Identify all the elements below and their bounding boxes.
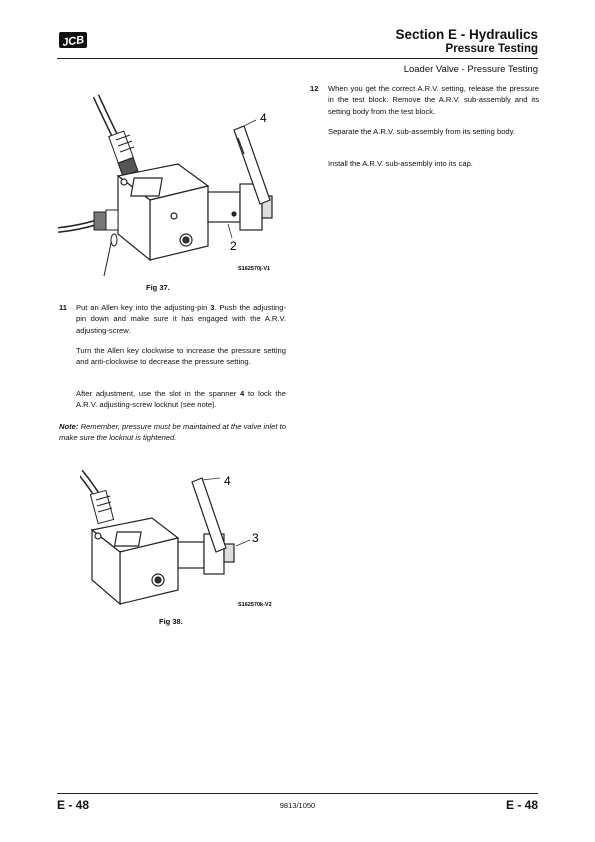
subsection-title: Pressure Testing: [445, 43, 538, 55]
step-11-paragraph-3: [76, 388, 286, 411]
fig37-callout-4: 4: [260, 111, 267, 125]
step-11-p3-text-a: After adjustment, use the slot in the spanner: [76, 389, 241, 398]
note-label: Note:: [59, 422, 79, 431]
step-11-paragraph-2: Turn the Allen key clockwise to increase the pressure setting and anti-clockwise to decrease the pressure setting.: [76, 346, 286, 367]
header-rule: [57, 58, 538, 59]
step-11-p3-text-b: to lock the A.R.V. adjusting-screw locknut (see note).: [76, 389, 286, 410]
step-11-paragraph-1: [76, 302, 286, 336]
fig37-code: S162570j-V1: [238, 266, 271, 272]
page-number-right: E - 48: [505, 798, 538, 812]
fig38-callout-3: 3: [252, 531, 259, 545]
fig38-code: S162570k-V2: [238, 602, 272, 608]
fig37-caption: Fig 37.: [146, 283, 170, 292]
topic-title: Loader Valve - Pressure Testing: [403, 64, 538, 75]
step-12-paragraph-1: When you get the correct A.R.V. setting, release the pressure in the test block. Remove the A.R.V. sub-assembly and its setting body from the test block.: [328, 84, 539, 116]
step-12-paragraph-2: Separate the A.R.V. sub-assembly from its setting body.: [328, 127, 515, 136]
step-11-p1-text-a: Put an Allen key into the adjusting-pin: [76, 303, 211, 312]
step-11-p1-text-b: . Push the adjusting-pin down and make sure it has engaged with the A.R.V. adjusting-screw.: [76, 303, 286, 335]
fig38-caption: Fig 38.: [159, 617, 183, 626]
step-12-paragraph-3: Install the A.R.V. sub-assembly into its cap.: [328, 159, 473, 168]
jcb-logo: [57, 30, 89, 50]
svg-text:JCB: JCB: [61, 34, 85, 49]
fig38-illustration: [80, 470, 300, 620]
step-11-number: 11: [59, 303, 68, 312]
note-text: Remember, pressure must be maintained at the valve inlet to make sure the locknut is tightened.: [59, 422, 286, 443]
document-number: 9813/1050: [279, 801, 316, 810]
section-title: Section E - Hydraulics: [395, 27, 538, 42]
step-11-ref-3: 3: [210, 303, 215, 312]
fig37-illustration: [58, 88, 303, 278]
fig37-callout-2: 2: [230, 239, 237, 253]
note: [59, 421, 286, 444]
page-number-left: E - 48: [57, 798, 90, 812]
step-12-number: 12: [310, 84, 319, 93]
step-11-ref-4: 4: [240, 389, 245, 398]
fig38-callout-4: 4: [224, 474, 231, 488]
footer-rule: [57, 793, 538, 794]
